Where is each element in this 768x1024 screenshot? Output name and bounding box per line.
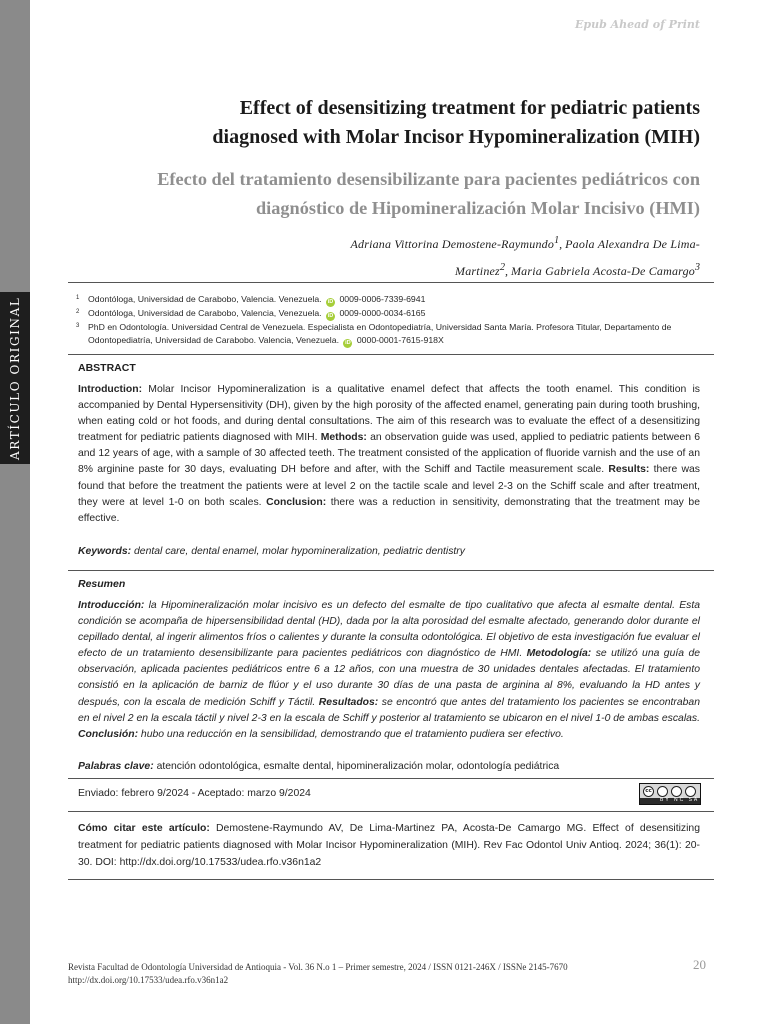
abstract-heading: ABSTRACT — [78, 362, 136, 374]
orcid-icon[interactable]: iD — [327, 299, 334, 305]
orcid-id[interactable]: 0009-0006-7339-6941 — [339, 294, 426, 304]
title-english: Effect of desensitizing treatment for pediatric patients diagnosed with Molar Incisor Hypomineralization (MIH) — [212, 97, 700, 148]
affiliations — [76, 293, 706, 348]
author-2: Paola Alexandra De Lima- — [565, 237, 700, 251]
affiliation-1: 1 Odontóloga, Universidad de Carabobo, Valencia. Venezuela. iD 0009-0006-7339-6941 — [76, 294, 426, 305]
side-band — [0, 0, 30, 1024]
affiliation-2: 2 Odontóloga, Universidad de Carabobo, Valencia, Venezuela. iD 0009-0000-0034-6165 — [76, 308, 426, 319]
abstract-body: Introduction: Molar Incisor Hypomineralization is a qualitative enamel defect that affects the tooth enamel. This condition is accompanied by Dental Hypersensitivity (DH), given by the high porosity of the affected enamel, generating pain during tooth brushing, when eating cold or hot foods, and during dental consultations. The aim of this research was to evaluate the effect of a desensitizing treatment for pediatric patients diagnosed with MIH. Methods: an observation guide was used, applied to pediatric patients between 6 and 12 years of age, with a sample of 30 affected teeth. The treatment consisted of the application of fluoride varnish and the use of an 8% arginine paste for 30 days, evaluating DH before and after, with the Schiff and Tactile measurement scale. Results: there was found that before the treatment the patients were at level 2 on the tactile scale and level 2-3 on the Schiff scale and after treatment, they were at level 1-0 on both scales. Conclusion: there was a reduction in sensitivity, demonstrating that the treatment may be effective. — [78, 384, 700, 524]
orcid-icon[interactable]: iD — [345, 340, 351, 346]
resumen-heading: Resumen — [78, 578, 126, 590]
page-number: 20 — [693, 957, 706, 972]
orcid-icon[interactable]: iD — [327, 313, 334, 319]
author-1-sup: 1 — [554, 235, 560, 246]
footer-doi-link[interactable]: http://dx.doi.org/10.17533/udea.rfo.v36n1a2 — [68, 975, 229, 985]
author-1: Adriana Vittorina Demostene-Raymundo — [350, 237, 555, 251]
epub-label: Epub Ahead of Print — [575, 18, 700, 31]
license-labels: BY NC SA — [660, 797, 700, 803]
author-3: Maria Gabriela Acosta-De Camargo — [510, 264, 695, 278]
author-2-cont: Martinez — [455, 264, 500, 278]
nc-icon — [671, 786, 682, 797]
cc-license-icon[interactable] — [639, 783, 701, 805]
divider — [68, 879, 714, 880]
submission-dates: Enviado: febrero 9/2024 - Aceptado: marzo 9/2024 — [78, 788, 311, 799]
affiliation-3: 3 PhD en Odontología. Universidad Central de Venezuela. Especialista en Odontopediatría, Universidad Santa María. Profesora Titular, Departamento de Odontopediatría, Universidad de Carabobo. Valencia, Venezuela. iD 0000-0001-7615-918X — [76, 322, 672, 346]
citation: Cómo citar este artículo: Demostene-Raymundo AV, De Lima-Martinez PA, Acosta-De Camargo MG. Effect of desensitizing treatment for pediatric patients diagnosed with Molar Incisor Hypomineralization (MIH). Rev Fac Odontol Univ Antioq. 2024; 36(1): 20-30. DOI: http://dx.doi.org/10.17533/udea.rfo.v36n1a2 — [78, 823, 700, 868]
orcid-id[interactable]: 0009-0000-0034-6165 — [339, 308, 426, 318]
section-tab-label: ARTÍCULO ORIGINAL — [8, 296, 22, 460]
title-spanish: Efecto del tratamiento desensibilizante para pacientes pediátricos con diagnóstico de Hipomineralización Molar Incisivo (HMI) — [157, 169, 700, 218]
divider — [68, 354, 714, 355]
keywords: Keywords: dental care, dental enamel, molar hypomineralization, pediatric dentistry — [78, 546, 465, 557]
author-3-sup: 3 — [695, 262, 700, 273]
cc-icon: cc — [643, 786, 654, 797]
author-list: Adriana Vittorina Demostene-Raymundo$^1$, Paola Alexandra De Lima- Martinez$^2$, Maria Gabriela Acosta-De Camargo$^3$ — [350, 235, 700, 278]
orcid-id[interactable]: 0000-0001-7615-918X — [356, 335, 444, 345]
divider — [68, 570, 714, 571]
author-2-sup: 2 — [499, 262, 505, 273]
divider — [68, 811, 714, 812]
sa-icon — [685, 786, 696, 797]
palabras-clave: Palabras clave: atención odontológica, esmalte dental, hipomineralización molar, odontología pediátrica — [78, 761, 560, 772]
resumen-body: Introducción: la Hipomineralización molar incisivo es un defecto del esmalte de tipo cualitativo que afecta al esmalte dental. Esta condición se acompaña de hipersensibilidad dental (HD), dada por la alta porosidad del esmalte afectado, generando dolor durante el cepillado dental, al ingerir alimentos fríos o calientes y durante la consulta odontológica. El objetivo de esta investigación fue evaluar el efecto de un tratamiento desensibilizante para pacientes pediátricos con diagnóstico de HMI. Metodología: se utilizó una guía de observación, aplicada pacientes pediátricos entre 6 a 12 años, con una muestra de 30 unidades dentales afectadas. El tratamiento consistió en la aplicación de barniz de flúor y el uso durante 30 días de una pasta de arginina al 8%, evaluando la HD antes y después, con la escala de medición Schiff y Táctil. Resultados: se encontró que antes del tratamiento los pacientes se encontraban en el nivel 2 en la escala táctil y nivel 2-3 en la escala de Schiff y posterior al tratamiento se ubicaron en el nivel 1-0 de ambas escalas. Conclusión: hubo una reducción en la sensibilidad, demostrando que el tratamiento pudiera ser efectivo. — [78, 600, 700, 740]
divider — [68, 778, 714, 779]
by-icon — [657, 786, 668, 797]
divider — [68, 282, 714, 283]
journal-footer: Revista Facultad de Odontología Universidad de Antioquia - Vol. 36 N.o 1 – Primer semestre, 2024 / ISSN 0121-246X / ISSNe 2145-7670 http://dx.doi.org/10.17533/udea.rfo.v36n1a2 — [68, 962, 568, 985]
